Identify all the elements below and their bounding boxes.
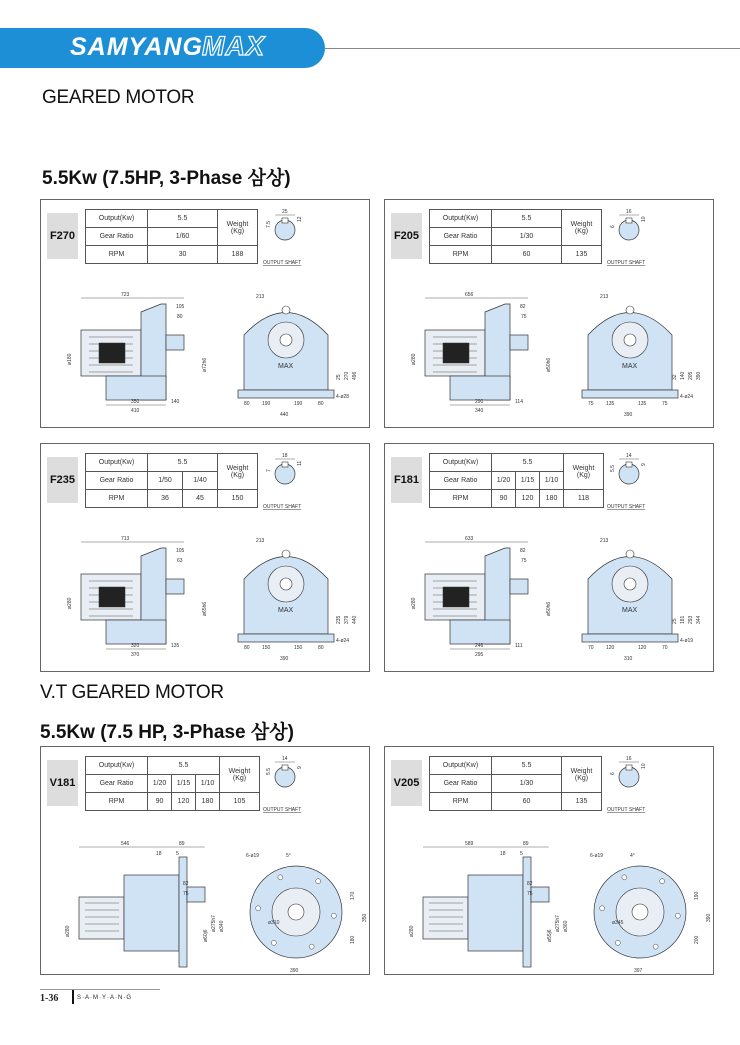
flange [179, 857, 187, 967]
weight-label: Weight (Kg) [562, 210, 602, 246]
gear-ratio-value: 1/60 [148, 228, 218, 246]
output-label: Output(Kw) [430, 210, 492, 228]
front-base-dim: 150 [294, 645, 303, 651]
gear-ratio-label: Gear Ratio [430, 228, 492, 246]
bolt-hole-dim: 4-ø24 [680, 394, 694, 400]
front-base-dim: 120 [606, 645, 615, 651]
front-height-dim: 270 [344, 371, 350, 380]
front-width-top-dim: 213 [600, 538, 609, 544]
front-shaft [288, 904, 304, 920]
dimension-drawing [41, 200, 371, 429]
terminal-box [99, 343, 125, 363]
base-offset-dim: 111 [515, 643, 523, 649]
terminal-box [99, 587, 125, 607]
motor-body [79, 897, 124, 939]
output-shaft [531, 887, 549, 902]
flange-width-dim: 390 [290, 968, 299, 974]
output-value: 5.5 [148, 210, 218, 228]
section-subtitle-geared: 5.5Kw (7.5HP, 3-Phase 삼상) [42, 168, 291, 189]
shaft-dia-dim: ø72h6 [202, 357, 208, 372]
shaft-dia-dim: ø60j6 [203, 929, 209, 942]
front-height-dim: 32 [672, 374, 678, 380]
rpm-value: 90 [492, 490, 516, 508]
flange-thick-dim: 18 [500, 851, 506, 857]
gear-ratio-value: 1/10 [196, 775, 220, 793]
overall-base-dim: 410 [131, 408, 140, 414]
gear-ratio-value: 1/20 [148, 775, 172, 793]
keyway [282, 462, 288, 467]
panel-f181 [384, 443, 714, 672]
rpm-label: RPM [86, 490, 148, 508]
bolt-hole [309, 944, 314, 949]
header-rule [325, 48, 740, 49]
output-shaft-label: OUTPUT SHAFT [607, 807, 646, 813]
front-height-dim: 293 [688, 615, 694, 624]
overall-base-dim: 295 [475, 652, 484, 658]
gear-ratio-value: 1/30 [492, 775, 562, 793]
shaft-length-dim: 105 [176, 304, 185, 310]
shaft-ext-dim: 75 [521, 558, 527, 564]
base-offset-dim: 114 [515, 399, 523, 405]
lower-height-dim: 180 [350, 935, 356, 944]
max-emblem: MAX [622, 363, 638, 370]
weight-label: Weight (Kg) [564, 454, 604, 490]
front-overall-dim: 310 [624, 656, 633, 662]
gear-ratio-value: 1/10 [540, 472, 564, 490]
front-height-dim: 205 [688, 371, 694, 380]
panel-f270 [40, 199, 370, 428]
shaft-width-dim: 16 [626, 209, 632, 215]
front-base-dim: 70 [662, 645, 668, 651]
keyway [282, 218, 288, 223]
base-len-dim: 290 [475, 399, 484, 405]
length-dim: 633 [465, 536, 474, 542]
shaft-dia-dim: ø50h6 [546, 357, 552, 372]
shaft-length-dim: 105 [176, 548, 185, 554]
gear-ratio-value: 1/20 [492, 472, 516, 490]
front-base-dim: 135 [606, 401, 615, 407]
page-number: 1-36 [40, 993, 59, 1004]
rpm-label: RPM [430, 793, 492, 811]
overall-height-dim: 390 [706, 913, 712, 922]
shaft-len-dim: 82 [183, 881, 189, 887]
front-height-dim: 379 [344, 615, 350, 624]
front-shaft [624, 578, 636, 590]
weight-value: 118 [564, 490, 604, 508]
keyway [626, 218, 632, 223]
rpm-label: RPM [86, 246, 148, 264]
front-height-dim: 496 [352, 371, 358, 380]
shaft-length-dim: 82 [520, 548, 526, 554]
flange-thick-dim: 18 [156, 851, 162, 857]
base-offset-dim: 135 [171, 643, 180, 649]
section-subtitle-vt: 5.5Kw (7.5 HP, 3-Phase 삼상) [40, 722, 294, 743]
shaft-width-dim: 18 [282, 453, 288, 459]
front-base-dim: 120 [638, 645, 647, 651]
front-shaft [632, 904, 648, 920]
rpm-value: 180 [196, 793, 220, 811]
max-emblem: MAX [278, 607, 294, 614]
model-code: V181 [47, 760, 78, 806]
motor-dia-dim: ø280 [411, 353, 417, 365]
output-shaft [510, 335, 528, 350]
bolt-hole [622, 875, 627, 880]
bolt-holes-dim: 6-ø19 [590, 853, 604, 859]
front-width-top-dim: 213 [256, 538, 265, 544]
gear-ratio-value: 1/40 [183, 472, 218, 490]
gear-ratio-label: Gear Ratio [86, 228, 148, 246]
section-title-vt: V.T GEARED MOTOR [40, 682, 224, 703]
rpm-label: RPM [430, 490, 492, 508]
length-dim: 723 [121, 292, 130, 298]
shaft-key-dim: 7.5 [266, 221, 272, 228]
front-base-dim: 135 [638, 401, 647, 407]
pcd-dim: ø310 [268, 920, 280, 926]
rpm-value: 60 [492, 793, 562, 811]
shaft-width-dim: 16 [626, 756, 632, 762]
flange-length-dim: 89 [523, 841, 529, 847]
output-shaft [166, 579, 184, 594]
eye-bolt [626, 550, 634, 558]
brand-logo-suffix: MAX [202, 31, 265, 61]
gearbox [124, 875, 179, 951]
output-shaft-label: OUTPUT SHAFT [607, 260, 646, 266]
front-base-dim: 150 [262, 645, 271, 651]
bolt-hole [316, 879, 321, 884]
gear-ratio-value: 1/15 [172, 775, 196, 793]
bolt-hole [660, 879, 665, 884]
gearbox [468, 875, 523, 951]
overall-base-dim: 340 [475, 408, 484, 414]
shaft-width-dim: 25 [282, 209, 288, 215]
angle-dim: 5° [286, 853, 291, 859]
dimension-drawing [385, 444, 715, 673]
bolt-hole [271, 940, 276, 945]
front-height-dim: 25 [336, 374, 342, 380]
bolt-hole-dim: 4-ø19 [680, 638, 694, 644]
bolt-hole [653, 944, 658, 949]
section-title-geared: GEARED MOTOR [42, 87, 195, 108]
front-height-dim: 181 [680, 615, 686, 624]
shaft-key-dim: 5.5 [266, 768, 272, 775]
front-overall-dim: 440 [280, 412, 289, 418]
rpm-value: 180 [540, 490, 564, 508]
dimension-drawing [41, 444, 371, 673]
front-shaft [280, 578, 292, 590]
front-base [582, 634, 678, 642]
gear-ratio-label: Gear Ratio [86, 775, 148, 793]
front-base [582, 390, 678, 398]
shaft-height-dim: 9 [297, 766, 303, 769]
max-emblem: MAX [278, 363, 294, 370]
output-label: Output(Kw) [86, 210, 148, 228]
front-base-dim: 190 [294, 401, 303, 407]
shaft-ext-dim: 80 [177, 314, 183, 320]
gear-ratio-value: 1/30 [492, 228, 562, 246]
motor-dia-dim: ø280 [411, 597, 417, 609]
model-code: F270 [47, 213, 78, 259]
front-base-dim: 80 [318, 401, 324, 407]
weight-value: 150 [218, 490, 258, 508]
output-label: Output(Kw) [86, 454, 148, 472]
model-code: F205 [391, 213, 422, 259]
gear-ratio-label: Gear Ratio [430, 472, 492, 490]
panel-v205 [384, 746, 714, 975]
front-shaft [280, 334, 292, 346]
eye-bolt [626, 306, 634, 314]
output-label: Output(Kw) [86, 757, 148, 775]
length-dim: 589 [465, 841, 474, 847]
front-overall-dim: 390 [624, 412, 633, 418]
keyway [282, 765, 288, 770]
output-shaft [166, 335, 184, 350]
shaft-dia-dim: ø65h6 [202, 601, 208, 616]
bolt-hole [675, 913, 680, 918]
overall-base-dim: 370 [131, 652, 140, 658]
dimension-drawing [385, 200, 715, 429]
terminal-box [443, 343, 469, 363]
angle-dim: 4° [630, 853, 635, 859]
rpm-value: 30 [148, 246, 218, 264]
weight-label: Weight (Kg) [220, 757, 260, 793]
rpm-value: 120 [516, 490, 540, 508]
front-base-dim: 190 [262, 401, 271, 407]
output-shaft-label: OUTPUT SHAFT [263, 260, 302, 266]
shaft-width-dim: 14 [626, 453, 632, 459]
front-base-dim: 70 [588, 645, 594, 651]
length-dim: 656 [465, 292, 474, 298]
front-base-dim: 75 [662, 401, 668, 407]
gear-ratio-label: Gear Ratio [86, 472, 148, 490]
front-shaft [624, 334, 636, 346]
shaft-ext-dim: 75 [521, 314, 527, 320]
flange-length-dim: 89 [179, 841, 185, 847]
length-dim: 713 [121, 536, 130, 542]
output-value: 5.5 [148, 757, 220, 775]
shaft-ext-dim: 75 [527, 891, 533, 897]
bolt-hole [278, 875, 283, 880]
output-shaft [187, 887, 205, 902]
footer-rule [40, 989, 160, 990]
spigot-dia-dim: ø275h7 [555, 915, 561, 932]
dimension-drawing [385, 747, 715, 976]
gear-ratio-label: Gear Ratio [430, 775, 492, 793]
panel-f205 [384, 199, 714, 428]
base-len-dim: 350 [131, 399, 140, 405]
upper-height-dim: 170 [350, 891, 356, 900]
weight-value: 105 [220, 793, 260, 811]
model-code: F235 [47, 457, 78, 503]
front-base [238, 634, 334, 642]
weight-value: 188 [218, 246, 258, 264]
shaft-key-dim: 6 [610, 225, 616, 228]
panel-f235 [40, 443, 370, 672]
base-foot [106, 620, 166, 644]
front-height-dim: 440 [352, 615, 358, 624]
base-foot [450, 620, 510, 644]
spigot-dia-dim: ø275h7 [211, 915, 217, 932]
bolt-hole [331, 913, 336, 918]
output-value: 5.5 [492, 454, 564, 472]
gear-ratio-value: 1/50 [148, 472, 183, 490]
spigot-dim: 5 [520, 851, 523, 857]
rpm-label: RPM [86, 793, 148, 811]
front-base-dim: 80 [318, 645, 324, 651]
rpm-value: 90 [148, 793, 172, 811]
model-code: F181 [391, 457, 422, 503]
output-shaft [510, 579, 528, 594]
rpm-value: 45 [183, 490, 218, 508]
motor-dia-dim: ø280 [65, 925, 71, 937]
output-label: Output(Kw) [430, 757, 492, 775]
flange [523, 857, 531, 967]
flange-dia-dim: ø340 [219, 920, 225, 932]
front-height-dim: 390 [696, 371, 702, 380]
front-base-dim: 75 [588, 401, 594, 407]
shaft-height-dim: 10 [641, 216, 647, 222]
upper-height-dim: 190 [694, 891, 700, 900]
base-offset-dim: 140 [171, 399, 180, 405]
base-foot [450, 376, 510, 400]
output-shaft-label: OUTPUT SHAFT [607, 504, 646, 510]
front-height-dim: 140 [680, 371, 686, 380]
output-value: 5.5 [148, 454, 218, 472]
bolt-hole [600, 906, 605, 911]
model-code: V205 [391, 760, 422, 806]
brand-logo: SAMYANG [70, 33, 203, 61]
weight-value: 135 [562, 793, 602, 811]
weight-label: Weight (Kg) [218, 210, 258, 246]
output-shaft-label: OUTPUT SHAFT [263, 504, 302, 510]
gear-ratio-value: 1/15 [516, 472, 540, 490]
dimension-drawing [41, 747, 371, 976]
shaft-dia-dim: ø50h6 [546, 601, 552, 616]
front-height-dim: 344 [696, 615, 702, 624]
motor-dia-dim: ø180 [67, 353, 73, 365]
output-value: 5.5 [492, 210, 562, 228]
bolt-hole [615, 940, 620, 945]
motor-dia-dim: ø280 [409, 925, 415, 937]
keyway [626, 462, 632, 467]
shaft-height-dim: 9 [641, 463, 647, 466]
panel-v181 [40, 746, 370, 975]
bolt-hole [256, 906, 261, 911]
front-width-top-dim: 213 [256, 294, 265, 300]
rpm-value: 36 [148, 490, 183, 508]
weight-value: 135 [562, 246, 602, 264]
terminal-box [443, 587, 469, 607]
weight-label: Weight (Kg) [218, 454, 258, 490]
spigot-dim: 5 [176, 851, 179, 857]
weight-label: Weight (Kg) [562, 757, 602, 793]
shaft-dia-dim: ø55j6 [547, 929, 553, 942]
rpm-label: RPM [430, 246, 492, 264]
front-height-dim: 235 [336, 615, 342, 624]
bolt-hole-dim: 4-ø24 [336, 638, 350, 644]
front-overall-dim: 390 [280, 656, 289, 662]
lower-height-dim: 200 [694, 935, 700, 944]
pcd-dim: ø345 [612, 920, 624, 926]
length-dim: 546 [121, 841, 130, 847]
front-base [238, 390, 334, 398]
bolt-hole-dim: 4-ø28 [336, 394, 350, 400]
front-base-dim: 80 [244, 645, 250, 651]
flange-width-dim: 397 [634, 968, 643, 974]
rpm-value: 120 [172, 793, 196, 811]
shaft-key-dim: 7 [266, 469, 272, 472]
base-foot [106, 376, 166, 400]
bolt-holes-dim: 6-ø19 [246, 853, 260, 859]
shaft-ext-dim: 63 [177, 558, 183, 564]
rpm-value: 60 [492, 246, 562, 264]
front-height-dim: 25 [672, 618, 678, 624]
output-value: 5.5 [492, 757, 562, 775]
shaft-key-dim: 5.5 [610, 465, 616, 472]
base-len-dim: 246 [475, 643, 484, 649]
shaft-ext-dim: 75 [183, 891, 189, 897]
shaft-length-dim: 82 [520, 304, 526, 310]
motor-body [423, 897, 468, 939]
eye-bolt [282, 550, 290, 558]
footer-divider [72, 990, 74, 1004]
shaft-width-dim: 14 [282, 756, 288, 762]
max-emblem: MAX [622, 607, 638, 614]
output-label: Output(Kw) [430, 454, 492, 472]
front-width-top-dim: 213 [600, 294, 609, 300]
front-base-dim: 80 [244, 401, 250, 407]
eye-bolt [282, 306, 290, 314]
shaft-key-dim: 6 [610, 772, 616, 775]
footer-brand: S·A·M·Y·A·N·G [77, 995, 132, 1001]
shaft-height-dim: 12 [297, 216, 303, 222]
base-len-dim: 320 [131, 643, 140, 649]
motor-dia-dim: ø280 [67, 597, 73, 609]
output-shaft-label: OUTPUT SHAFT [263, 807, 302, 813]
keyway [626, 765, 632, 770]
overall-height-dim: 350 [362, 913, 368, 922]
shaft-height-dim: 11 [297, 460, 303, 466]
shaft-height-dim: 10 [641, 763, 647, 769]
flange-dia-dim: ø360 [563, 920, 569, 932]
shaft-len-dim: 82 [527, 881, 533, 887]
